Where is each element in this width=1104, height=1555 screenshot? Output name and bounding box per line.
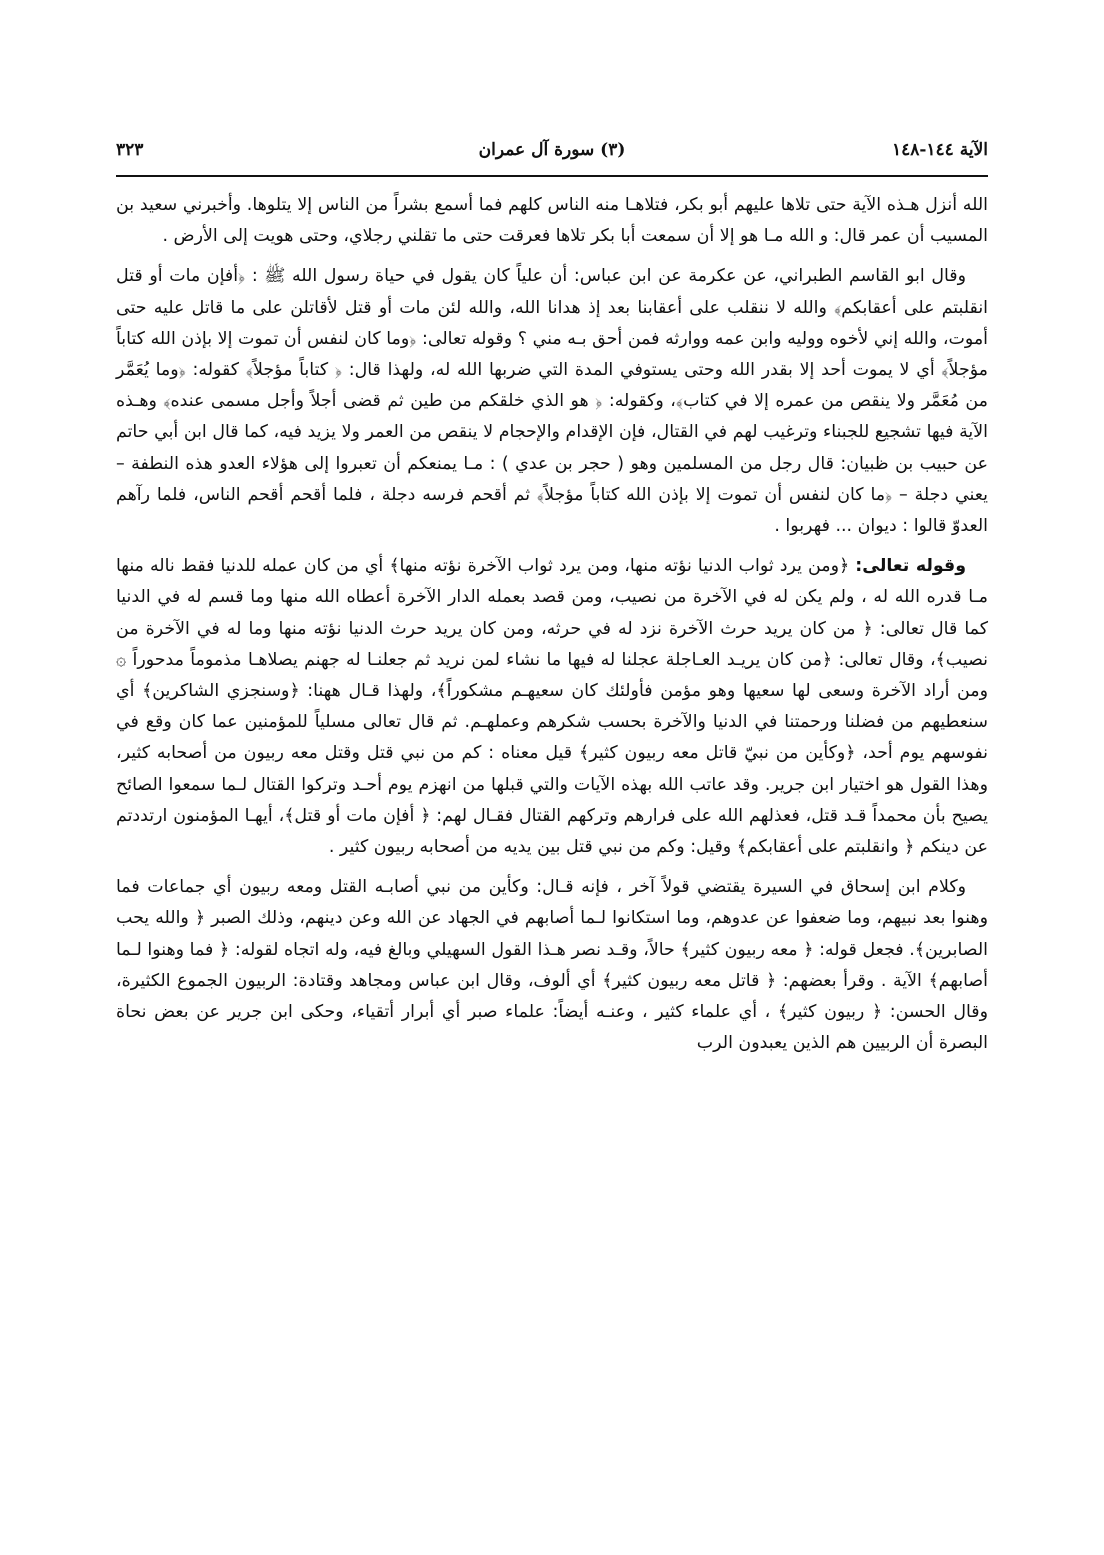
surah-title: (٣) سورة آل عمران — [478, 140, 626, 160]
page-body — [116, 190, 988, 1059]
paragraph-1: الله أنزل هـذه الآية حتى تلاها عليهم أبو بكر، فتلاهـا منه الناس كلهم فما أسمع بشراً من الناس إلا يتلوها. وأخبرني سعيد بن المسيب أن عمر قال: و الله مـا هو إلا أن سمعت أبا بكر تلاها فعرقت حتى ما تقلني رجلاي، وحتى هويت إلى الأرض . — [116, 195, 988, 247]
paragraph-3-lead: وقوله تعالى: — [855, 556, 967, 577]
page-header — [116, 136, 988, 168]
page-number: ٣٢٣ — [116, 140, 144, 160]
paragraph-4: وكلام ابن إسحاق في السيرة يقتضي قولاً آخر ، فإنه قـال: وكأين من نبي أصابـه القتل ومعه ربيون أي جماعات فما وهنوا بعد نبيهم، وما ضعفوا عن عدوهم، وما استكانوا لـما أصابهم في الجهاد عن الله وعن دينهم، وذلك الصبر ﴿ والله يحب الصابرين﴾. فجعل قوله: ﴿ معه ربيون كثير﴾ حالاً، وقـد نصر هـذا القول السهيلي وبالغ فيه، وله اتجاه لقوله: ﴿ فما وهنوا لـما أصابهم﴾ الآية . وقرأ بعضهم: ﴿ قاتل معه ربيون كثير﴾ أي ألوف، وقال ابن عباس ومجاهد وقتادة: الربيون الجموع الكثيرة، وقال الحسن: ﴿ ربيون كثير﴾ ، أي علماء كثير ، وعنـه أيضاً: علماء صبر أي أبرار أتقياء، وحكى ابن جرير عن بعض نحاة البصرة أن الربيين هم الذين يعبدون الرب — [116, 877, 988, 1054]
verse-range: الآية ١٤٤-١٤٨ — [891, 140, 988, 160]
paragraph-3 — [116, 551, 988, 863]
paragraph-2: وقال ابو القاسم الطبراني، عن عكرمة عن ابن عباس: أن علياً كان يقول في حياة رسول الله ﷺ : ﴿أفإن مات أو قتل انقلبتم على أعقابكم﴾ والله لا ننقلب على أعقابنا بعد إذ هدانا الله، والله لئن مات أو قتل لأقاتلن على ما قاتل عليه حتى أموت، والله إني لأخوه ووليه وابن عمه ووارثه فمن أحق بـه مني ؟ وقوله تعالى: ﴿وما كان لنفس أن تموت إلا بإذن الله كتاباً مؤجلاً﴾ أي لا يموت أحد إلا بقدر الله وحتى يستوفي المدة التي ضربها الله له، ولهذا قال: ﴿ كتاباً مؤجلاً﴾ كقوله: ﴿وما يُعَمَّر من مُعَمَّر ولا ينقص من عمره إلا في كتاب﴾، وكقوله: ﴿ هو الذي خلقكم من طين ثم قضى أجلاً وأجل مسمى عنده﴾ وهـذه الآية فيها تشجيع للجبناء وترغيب لهم في القتال، فإن الإقدام والإحجام لا ينقص من العمر ولا يزيد فيه، كما قال ابن أبي حاتم عن حبيب بن ظبيان: قال رجل من المسلمين وهو ( حجر بن عدي ) : مـا يمنعكم أن تعبروا إلى هؤلاء العدو هذه النطفة – يعني دجلة – ﴿ما كان لنفس أن تموت إلا بإذن الله كتاباً مؤجلاً﴾ ثم أقحم فرسه دجلة ، فلما أقحم أقحم الناس، فلما رآهم العدوّ قالوا : ديوان ... فهربوا . — [116, 266, 988, 537]
header-rule — [116, 175, 988, 177]
paragraph-3-text: ﴿ومن يرد ثواب الدنيا نؤته منها، ومن يرد ثواب الآخرة نؤته منها﴾ أي من كان عمله للدنيا فقط ناله منها مـا قدره الله له ، ولم يكن له في الآخرة من نصيب، ومن قصد بعمله الدار الآخرة أعطاه الله منها وما قسم له في الدنيا كما قال تعالى: ﴿ من كان يريد حرث الآخرة نزد له في حرثه، ومن كان يريد حرث الدنيا نؤته منها وما له في الآخرة من نصيب﴾، وقال تعالى: ﴿من كان يريـد العـاجلة عجلنا له فيها ما نشاء لمن نريد ثم جعلنـا له جهنم يصلاهـا مذموماً مدحوراً ۞ ومن أراد الآخرة وسعى لها سعيها وهو مؤمن فأولئك كان سعيهـم مشكوراً﴾، ولهذا قـال ههنا: ﴿وسنجزي الشاكرين﴾ أي سنعطيهم من فضلنا ورحمتنا في الدنيا والآخرة بحسب شكرهم وعملهـم. ثم قال تعالى مسلياً للمؤمنين عما كان وقع في نفوسهم يوم أحد، ﴿وكأين من نبيّ قاتل معه ربيون كثير﴾ قيل معناه : كم من نبي قتل وقتل معه ربيون من أصحابه كثير، وهذا القول هو اختيار ابن جرير. وقد عاتب الله بهذه الآيات والتي قبلها من انهزم يوم أحـد وتركوا القتال لـما سمعوا الصائح يصيح بأن محمداً قـد قتل، فعذلهم الله على فرارهم وتركهم القتال فقـال لهم: ﴿ أفإن مات أو قتل﴾، أيهـا المؤمنون ارتددتم عن دينكم ﴿ وانقلبتم على أعقابكم﴾ وقيل: وكم من نبي قتل بين يديه من أصحابه ربيون كثير . — [116, 556, 988, 858]
